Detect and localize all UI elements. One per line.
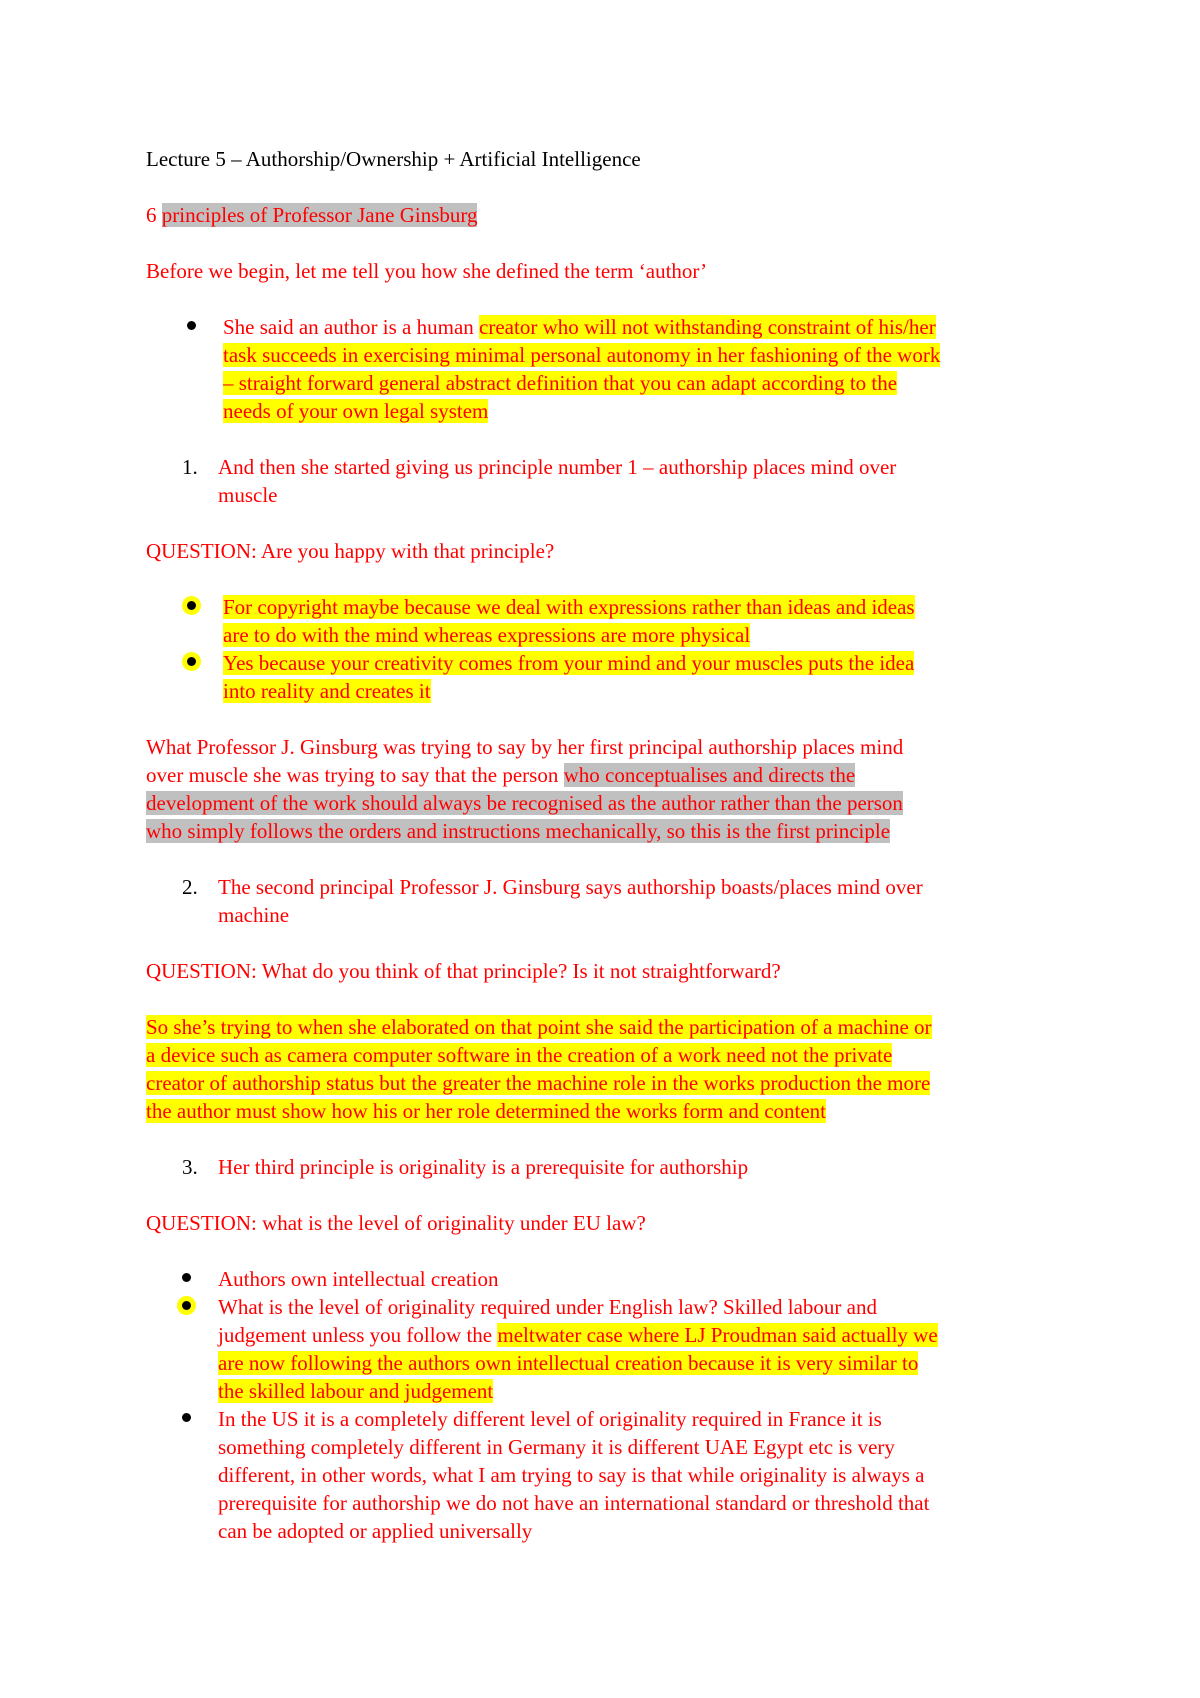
list-item-line [218, 1349, 918, 1377]
list-item [223, 593, 915, 621]
list-item-line [223, 397, 488, 425]
list-number: 2. [182, 875, 198, 899]
list-item-line: prerequisite for authorship we do not have an international standard or threshold that [218, 1491, 930, 1515]
list-item [223, 649, 914, 677]
highlighted-text: needs of your own legal system [223, 399, 489, 423]
list-number: 3. [182, 1155, 198, 1179]
paragraph-line [146, 789, 903, 817]
highlighted-text: who conceptualises and directs the [563, 763, 856, 787]
principle-1-line: muscle [218, 483, 278, 507]
principle-2-line: machine [218, 903, 290, 927]
paragraph-line [146, 817, 890, 845]
list-item-line [223, 369, 897, 397]
highlighted-text: creativity comes from your mind and your muscles puts the idea [374, 651, 915, 675]
bullet-icon [182, 1301, 191, 1310]
highlighted-text: creator of authorship status but the greater the machine role in the works production the more [146, 1071, 931, 1095]
highlighted-text: the skilled labour and judgement [218, 1379, 494, 1403]
text-run: She said an author is a human [223, 315, 480, 339]
highlighted-text: So she’s trying to when she elaborated on that point she said the participation of a machine or [146, 1015, 932, 1039]
list-item-line: different, in other words, what I am trying to say is that while originality is always a [218, 1463, 925, 1487]
highlighted-text: task succeeds in exercising minimal personal autonomy in her fashioning of the work [223, 343, 941, 367]
heading-highlight: principles of Professor Jane Ginsburg [161, 203, 478, 227]
list-number: 1. [182, 455, 198, 479]
text-run: over muscle she was trying to say that the person [146, 763, 564, 787]
list-item: In the US it is a completely different level of originality required in France it is [218, 1407, 882, 1431]
principles-heading [146, 201, 477, 229]
question-1: QUESTION: Are you happy with that principle? [146, 539, 555, 563]
explanation-paragraph-2 [146, 1013, 932, 1041]
list-item: What is the level of originality required under English law? Skilled labour and [218, 1295, 877, 1319]
bullet-icon [182, 1413, 191, 1422]
principle-1: And then she started giving us principle number 1 – authorship places mind over [218, 455, 897, 479]
page-title: Lecture 5 – Authorship/Ownership + Artificial Intelligence [146, 147, 641, 171]
paragraph-line [146, 1069, 930, 1097]
heading-prefix: 6 [146, 203, 162, 227]
list-item-line [218, 1321, 938, 1349]
explanation-paragraph-1: What Professor J. Ginsburg was trying to say by her first principal authorship places mind [146, 735, 904, 759]
highlighted-text: meltwater case where LJ Proudman said actually we [497, 1323, 938, 1347]
list-item [223, 313, 936, 341]
list-item-line: something completely different in Germany it is different UAE Egypt etc is very [218, 1435, 895, 1459]
list-item-line [223, 341, 940, 369]
question-3: QUESTION: what is the level of originality under EU law? [146, 1211, 646, 1235]
highlighted-text: who simply follows the orders and instructions mechanically, so this is the first principle [146, 819, 891, 843]
highlighted-text: Yes because your [223, 651, 375, 675]
bullet-icon [182, 1273, 191, 1282]
list-item-line [218, 1377, 493, 1405]
list-item: Authors own intellectual creation [218, 1267, 499, 1291]
principle-2: The second principal Professor J. Ginsburg says authorship boasts/places mind over [218, 875, 923, 899]
highlighted-text: creator who will not withstanding constraint of his/her [479, 315, 936, 339]
paragraph-line [146, 761, 855, 789]
principle-3: Her third principle is originality is a prerequisite for authorship [218, 1155, 749, 1179]
list-item-line [223, 621, 750, 649]
highlighted-text: the author must show how his or her role determined the works form and content [146, 1099, 827, 1123]
highlighted-text: development of the work should always be recognised as the author rather than the person [146, 791, 903, 815]
bullet-icon [187, 657, 196, 666]
list-item-line [223, 677, 431, 705]
text-run: judgement unless you follow the [218, 1323, 498, 1347]
highlighted-text: a device such as camera computer software in the creation of a work need not the private [146, 1043, 893, 1067]
bullet-icon [187, 321, 196, 330]
highlighted-text: – straight forward general abstract definition that you can adapt according to the [223, 371, 898, 395]
highlighted-text: are now following the authors own intellectual creation because it is very similar to [218, 1351, 919, 1375]
paragraph-line [146, 1097, 826, 1125]
intro-paragraph: Before we begin, let me tell you how she defined the term ‘author’ [146, 259, 708, 283]
highlighted-text: are to do with the mind whereas expressions are more physical [223, 623, 751, 647]
question-2: QUESTION: What do you think of that principle? Is it not straightforward? [146, 959, 781, 983]
highlighted-text: into reality and creates it [223, 679, 431, 703]
paragraph-line [146, 1041, 892, 1069]
list-item-line: can be adopted or applied universally [218, 1519, 533, 1543]
highlighted-text: For copyright maybe because we deal with expressions rather than ideas and ideas [223, 595, 915, 619]
bullet-icon [187, 601, 196, 610]
